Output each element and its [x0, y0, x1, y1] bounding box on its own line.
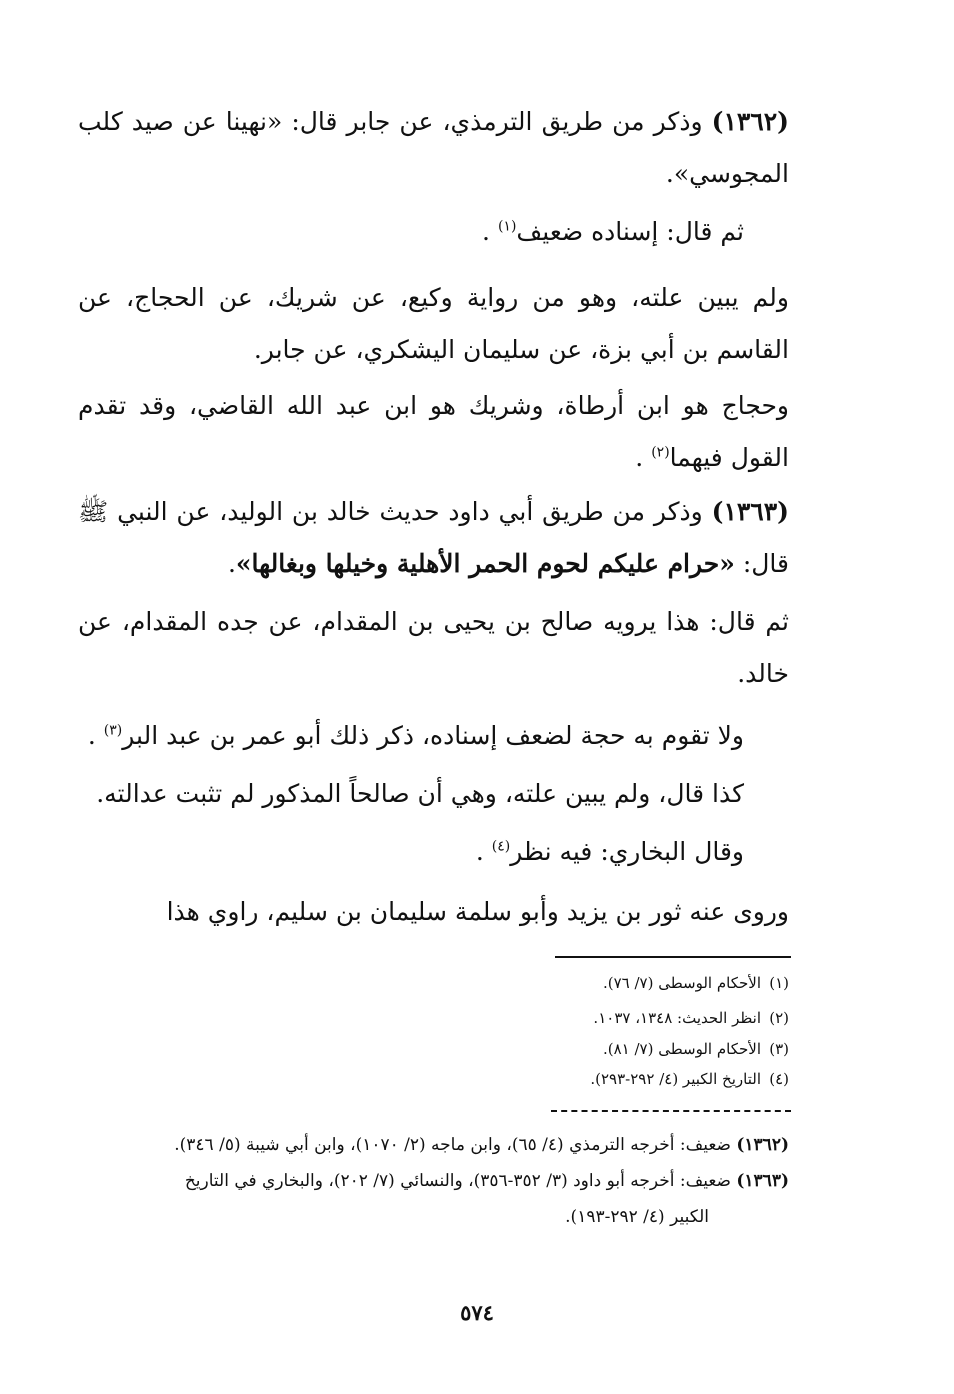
paragraph-text: كذا قال، ولم يبين علته، وهي أن صالحاً المذكور لم تثبت عدالته. [96, 779, 744, 808]
paragraph-illa [78, 272, 789, 376]
paragraph-text: ولم يبين علته، وهو من رواية وكيع، عن شريك، عن الحجاج، عن القاسم بن أبي بزة، عن سليمان اليشكري، عن جابر. [78, 283, 789, 364]
footnote-number: (٤) [769, 1070, 789, 1088]
footnote-text: الأحكام الوسطى (٧/ ٧٦). [602, 974, 761, 992]
paragraph-text: وقال البخاري: فيه نظر [510, 837, 744, 866]
source-note-1363 [78, 1164, 789, 1198]
footnote-ref-1[interactable]: (١) [497, 218, 517, 235]
hadith-number: (١٣٦٢) [711, 107, 789, 136]
footnote-ref-4[interactable]: (٤) [491, 838, 511, 855]
paragraph-text: وذكر من طريق الترمذي، عن جابر قال: «نهينا عن صيد كلب المجوسي». [78, 107, 789, 188]
punctuation: . [227, 549, 236, 578]
source-number: (١٣٦٣) [736, 1171, 789, 1191]
source-divider [551, 1110, 791, 1112]
footnote-ref-2[interactable]: (٢) [651, 444, 670, 461]
paragraph-thawr [78, 886, 789, 938]
paragraph-isnad-weak [78, 206, 744, 258]
hadith-quote: «حرام عليكم لحوم الحمر الأهلية وخيلها وبغالها» [235, 549, 735, 578]
paragraph-text: وروى عنه ثور بن يزيد وأبو سلمة سليمان بن سليم، راوي هذا [166, 897, 789, 926]
punctuation: . [482, 217, 498, 246]
footnote-text: التاريخ الكبير (٤/ ٢٩٢-٢٩٣). [590, 1070, 761, 1088]
footnote-number: (٢) [769, 1009, 789, 1027]
punctuation: . [475, 837, 492, 866]
source-number: (١٣٦٢) [736, 1135, 789, 1155]
source-text: ضعيف: أخرجه الترمذي (٤/ ٦٥)، وابن ماجه (٢/ ١٠٧٠)، وابن أبي شيبة (٥/ ٣٤٦). [174, 1135, 737, 1155]
paragraph-text: وذكر من طريق أبي داود حديث خالد بن الوليد، عن النبي ﷺ قال: [78, 497, 789, 578]
paragraph-hujja [78, 710, 744, 762]
source-text: ضعيف: أخرجه أبو داود (٣/ ٣٥٢-٣٥٦)، والنسائي (٧/ ٢٠٢)، والبخاري في التاريخ [184, 1171, 737, 1191]
paragraph-text: ثم قال: إسناده ضعيف [516, 217, 744, 246]
paragraph-text: وحجاج هو ابن أرطاة، وشريك هو ابن عبد الله القاضي، وقد تقدم القول فيهما [78, 391, 789, 472]
source-note-1362 [78, 1128, 789, 1162]
footnote-ref-3[interactable]: (٣) [103, 722, 123, 739]
footnote-text: انظر الحديث: ١٣٤٨، ١٠٣٧. [593, 1009, 761, 1027]
punctuation: . [87, 721, 104, 750]
hadith-number: (١٣٦٣) [711, 497, 789, 526]
punctuation: . [635, 443, 652, 472]
footnote-item [120, 972, 789, 994]
paragraph-bukhari [78, 826, 744, 878]
paragraph-salih [78, 596, 789, 700]
footnote-item [120, 1038, 789, 1060]
paragraph-hajjaj [78, 380, 789, 484]
hadith-1363-paragraph [78, 486, 789, 590]
paragraph-adala [78, 768, 744, 820]
source-note-continuation [78, 1200, 709, 1234]
footnote-item [120, 1068, 789, 1090]
paragraph-text: ثم قال: هذا يرويه صالح بن يحيى بن المقدام، عن جده المقدام، عن خالد. [78, 607, 789, 688]
page-number: ٥٧٤ [460, 1300, 494, 1325]
footnote-divider [555, 956, 791, 958]
source-text: الكبير (٤/ ٢٩٢-١٩٣). [565, 1207, 709, 1227]
footnote-number: (١) [769, 974, 789, 992]
hadith-1362-paragraph [78, 96, 789, 200]
paragraph-text: ولا تقوم به حجة لضعف إسناده، ذكر ذلك أبو عمر بن عبد البر [122, 721, 744, 750]
footnote-item [120, 1007, 789, 1029]
footnote-number: (٣) [769, 1040, 789, 1058]
footnote-text: الأحكام الوسطى (٧/ ٨١). [602, 1040, 761, 1058]
